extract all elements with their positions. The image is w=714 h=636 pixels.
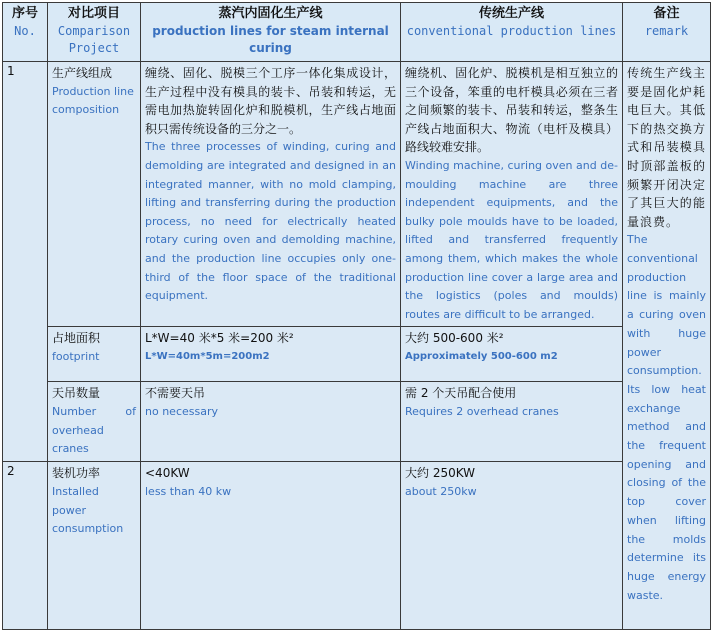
conv-en: Winding machine, curing oven and de-moulding machine are three independent equipments, and the bulky pole moulds have to be loaded, lifted and transferred frequently among them, which makes the whole production line cover a large area and the logistics (poles and moulds) routes are difficult to be arranged. [405, 158, 618, 321]
steam-en: L*W=40m*5m=200m2 [145, 350, 270, 362]
header-steam-line [141, 3, 401, 62]
table-row [3, 62, 711, 327]
steam-cn: 不需要天吊 [145, 386, 206, 401]
comparison-table-wrapper [2, 2, 710, 630]
item-en: Installed power consumption [52, 484, 124, 536]
conv-en: Approximately 500-600 m2 [405, 350, 558, 362]
header-steam-cn: 蒸汽内固化生产线 [218, 6, 323, 21]
item-en: footprint [52, 349, 100, 363]
conventional-cell [401, 62, 623, 327]
remark-en: The conventional production line is mainly a curing oven with huge power consumption. Its low heat exchange method and the frequent opening and closing of the top cover when lifting the molds determine its huge energy waste. [627, 233, 706, 602]
header-remark-cn: 备注 [653, 6, 680, 21]
row-no-cell [3, 62, 48, 462]
item-cn: 占地面积 [52, 331, 101, 346]
conv-cn: 大约 500-600 米² [405, 331, 504, 346]
header-no [3, 3, 48, 62]
header-conv-en: conventional production lines [406, 24, 617, 38]
item-cn: 天吊数量 [52, 386, 101, 401]
item-en: Production line composition [52, 84, 134, 117]
header-item-en: Comparison Project [57, 24, 131, 55]
table-row [3, 327, 711, 382]
conv-en: Requires 2 overhead cranes [405, 404, 559, 418]
steam-cell [141, 62, 401, 327]
header-item-cn: 对比项目 [67, 6, 120, 21]
conventional-cell [401, 327, 623, 382]
header-remark-en: remark [644, 24, 689, 38]
header-steam-en: production lines for steam internal curing [152, 24, 389, 55]
conv-en: about 250kw [405, 484, 477, 498]
header-no-en: No. [14, 24, 36, 38]
steam-en: The three processes of winding, curing and demolding are integrated and designed in an integrated manner, with no mold clamping, lifting and transferring during the production process, no need for electrically heated rotary curing oven and demolding machine, and the production line occupies only one-third of the floor space of the traditional equipment. [145, 140, 396, 303]
item-cell [48, 327, 141, 382]
header-conv-cn: 传统生产线 [478, 6, 544, 21]
steam-cn: L*W=40 米*5 米=200 米² [145, 331, 294, 346]
conventional-cell [401, 462, 623, 630]
steam-en: less than 40 kw [145, 484, 232, 498]
row-no-cell [3, 462, 48, 630]
steam-en: no necessary [145, 404, 218, 418]
header-no-cn: 序号 [11, 6, 38, 21]
steam-cn: <40KW [145, 466, 190, 481]
comparison-table [2, 2, 711, 630]
item-cn: 装机功率 [52, 466, 101, 481]
row-no: 2 [7, 464, 15, 479]
header-item [48, 3, 141, 62]
item-cn: 生产线组成 [52, 66, 113, 80]
conventional-cell [401, 382, 623, 462]
conv-cn: 大约 250KW [405, 466, 476, 481]
remark-cn: 传统生产线主要是固化炉耗电巨大。其低下的热交换方式和吊装模具时顶部盖板的频繁开闭决定了其巨大的能量浪费。 [627, 66, 706, 229]
item-en: Number of overhead cranes [52, 404, 136, 456]
row-no: 1 [7, 64, 15, 78]
remark-cell [623, 62, 711, 630]
header-remark [623, 3, 711, 62]
steam-cell [141, 382, 401, 462]
header-row [3, 3, 711, 62]
item-cell [48, 462, 141, 630]
table-row [3, 382, 711, 462]
header-conventional-line [401, 3, 623, 62]
table-row [3, 462, 711, 630]
steam-cell [141, 327, 401, 382]
item-cell [48, 382, 141, 462]
conv-cn: 需 2 个天吊配合使用 [405, 386, 517, 401]
steam-cell [141, 462, 401, 630]
conv-cn: 缠绕机、固化炉、脱模机是相互独立的三个设备，笨重的电杆模具必须在三者之间频繁的装卡、吊装和转运，整条生产线占地面积大、物流（电杆及模具）路线较难安排。 [405, 66, 618, 155]
item-cell [48, 62, 141, 327]
steam-cn: 缠绕、固化、脱模三个工序一体化集成设计，生产过程中没有模具的装卡、吊装和转运，无需电加热旋转固化炉和脱模机，生产线占地面积只需传统设备的三分之一。 [145, 66, 396, 136]
